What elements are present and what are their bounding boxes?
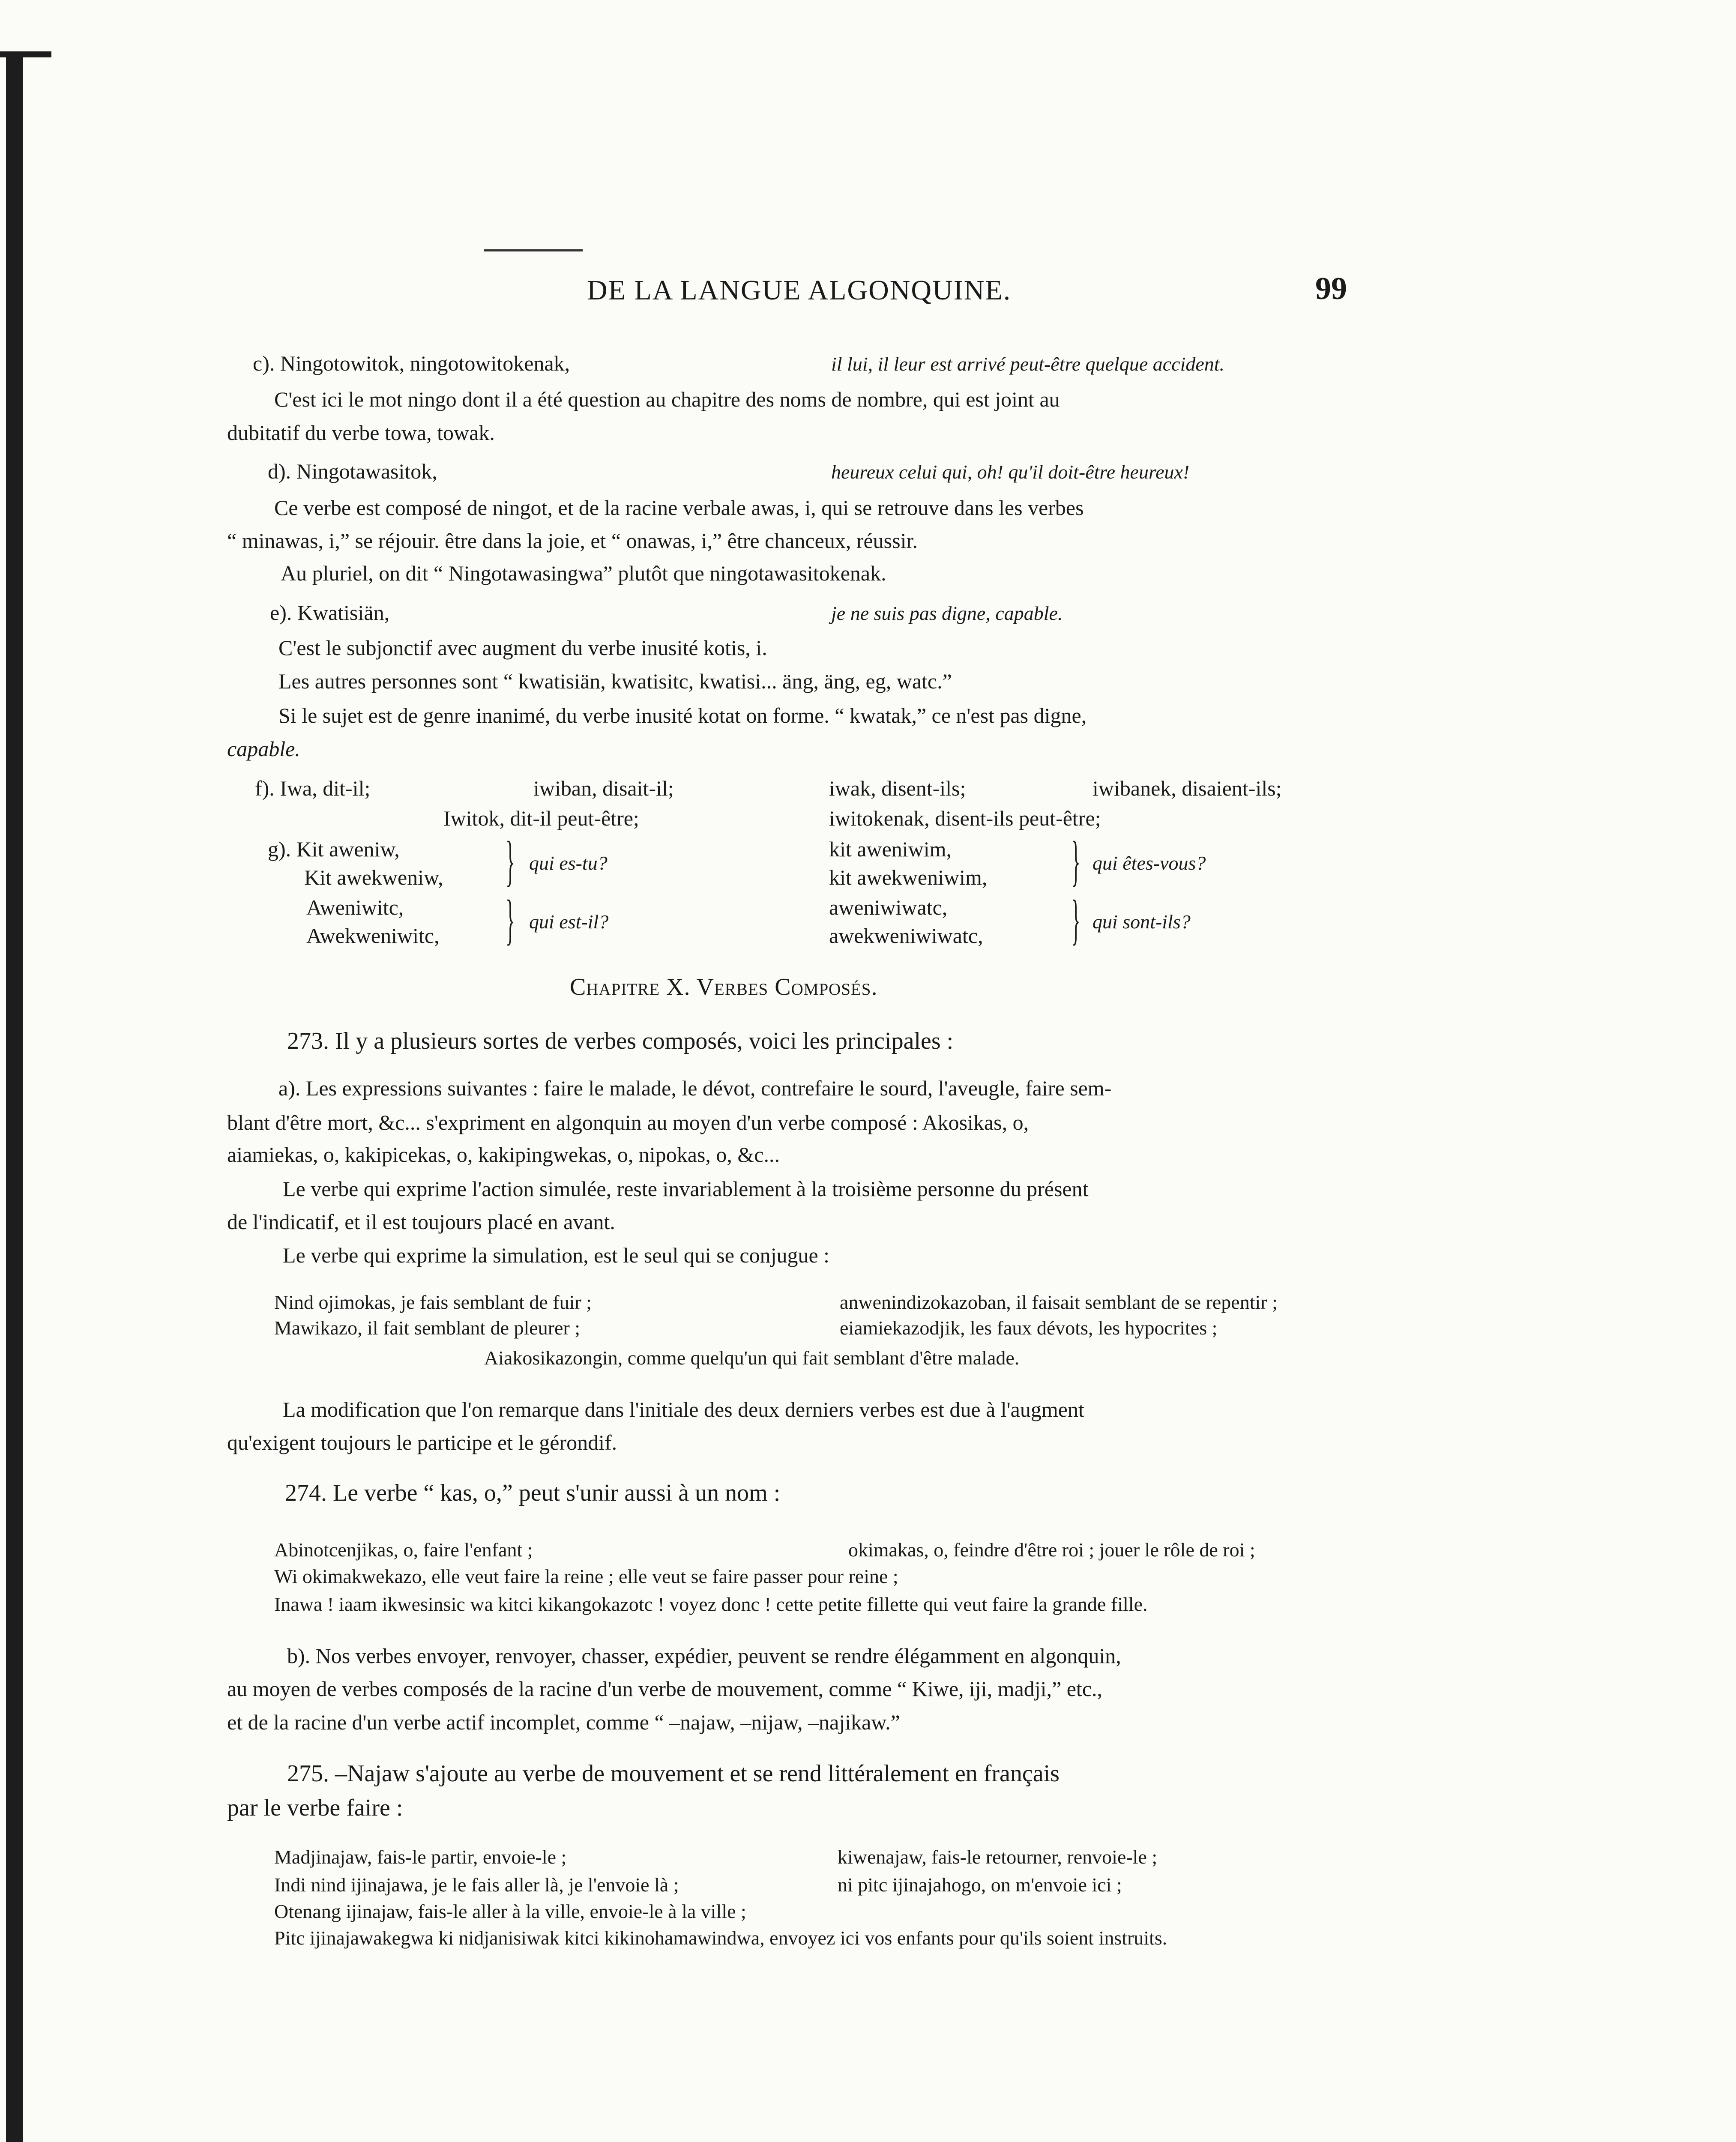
example-g-qui-etes-vous: qui êtes-vous? [1092,852,1206,874]
example-g-kit-awekweniw: Kit awekweniw, [304,865,443,889]
section-273-lead: 273. Il y a plusieurs sortes de verbes composés, voici les principales : [287,1028,954,1054]
section-273-example-3: Mawikazo, il fait semblant de pleurer ; [274,1317,581,1339]
example-c-translation: il lui, il leur est arrivé peut-être quelque accident. [831,353,1225,375]
section-273-a-line6: Le verbe qui exprime la simulation, est le seul qui se conjugue : [283,1243,830,1267]
section-273-a-line2: blant d'être mort, &c... s'expriment en algonquin au moyen d'un verbe composé : Akosikas, o, [227,1110,1029,1134]
paragraph-ningo-2: dubitatif du verbe towa, towak. [227,421,495,445]
example-e-translation: je ne suis pas digne, capable. [831,602,1063,624]
example-g-kit-awekweniwim: kit awekweniwim, [829,865,988,889]
example-d-label: d). Ningotawasitok, [268,459,437,483]
example-f-iwibanek: iwibanek, disaient-ils; [1092,776,1282,800]
section-274-example-3: Wi okimakwekazo, elle veut faire la reine ; elle veut se faire passer pour reine ; [274,1565,898,1587]
paragraph-pluriel: Au pluriel, on dit “ Ningotawasingwa” plutôt que ningotawasitokenak. [281,561,886,585]
brace-g-3: } [506,889,515,951]
binding-edge-cap [0,51,51,57]
section-274-example-2: okimakas, o, feindre d'être roi ; jouer le rôle de roi ; [848,1539,1255,1561]
example-g-aweniwitc: Aweniwitc, [306,895,404,919]
example-f-iwa: f). Iwa, dit-il; [255,776,371,800]
section-273-a-line5: de l'indicatif, et il est toujours placé en avant. [227,1210,615,1234]
example-g-qui-es-tu: qui es-tu? [529,852,608,874]
example-g-qui-est-il: qui est-il? [529,911,609,933]
example-f-iwak: iwak, disent-ils; [829,776,966,800]
section-275-example-3: Indi nind ijinajawa, je le fais aller là, je l'envoie là ; [274,1874,679,1896]
brace-g-2: } [1071,830,1081,892]
example-g-qui-sont-ils: qui sont-ils? [1092,911,1191,933]
section-273-example-4: eiamiekazodjik, les faux dévots, les hypocrites ; [840,1317,1218,1339]
paragraph-ningo-1: C'est ici le mot ningo dont il a été question au chapitre des noms de nombre, qui est joint au [274,387,1060,411]
section-273-a-line4: Le verbe qui exprime l'action simulée, reste invariablement à la troisième personne du présent [283,1177,1089,1201]
example-g-awekweniwiwatc: awekweniwiwatc, [829,924,983,948]
section-273-example-2: anwenindizokazoban, il faisait semblant de se repentir ; [840,1291,1278,1313]
example-g-awekweniwitc: Awekweniwitc, [306,924,440,948]
section-273-modification-2: qu'exigent toujours le participe et le gérondif. [227,1430,617,1454]
example-e-label: e). Kwatisiän, [270,601,390,625]
top-rule [484,249,583,251]
section-274-lead: 274. Le verbe “ kas, o,” peut s'unir aussi à un nom : [285,1480,781,1506]
binding-edge [6,56,23,2142]
section-275-example-4: ni pitc ijinajahogo, on m'envoie ici ; [838,1874,1122,1896]
section-275-example-1: Madjinajaw, fais-le partir, envoie-le ; [274,1846,567,1868]
section-273-example-1: Nind ojimokas, je fais semblant de fuir ; [274,1291,592,1313]
section-274-b-line3: et de la racine d'un verbe actif incomplet, comme “ –najaw, –nijaw, –najikaw.” [227,1710,900,1734]
section-274-b-line2: au moyen de verbes composés de la racine d'un verbe de mouvement, comme “ Kiwe, iji, madji,” etc., [227,1677,1103,1701]
paragraph-ningot-1: Ce verbe est composé de ningot, et de la racine verbale awas, i, qui se retrouve dans les verbes [274,496,1084,520]
example-c-label: c). Ningotowitok, ningotowitokenak, [253,351,570,375]
section-275-lead-1: 275. –Najaw s'ajoute au verbe de mouvement et se rend littéralement en français [287,1760,1060,1787]
page-number: 99 [1315,271,1347,306]
example-d-translation: heureux celui qui, oh! qu'il doit-être heureux! [831,461,1190,483]
section-275-example-6: Pitc ijinajawakegwa ki nidjanisiwak kitci kikinohamawindwa, envoyez ici vos enfants pour qu'ils soient instruits. [274,1927,1167,1949]
paragraph-subjonctif: C'est le subjonctif avec augment du verbe inusité kotis, i. [278,636,767,660]
section-273-modification-1: La modification que l'on remarque dans l'initiale des deux derniers verbes est due à l'augment [283,1397,1084,1421]
paragraph-autres-personnes: Les autres personnes sont “ kwatisiän, kwatisitc, kwatisi... äng, äng, eg, watc.” [278,669,952,693]
section-273-a-line1: a). Les expressions suivantes : faire le malade, le dévot, contrefaire le sourd, l'aveugle, faire sem- [278,1076,1112,1100]
running-head: DE LA LANGUE ALGONQUINE. [587,275,1012,306]
chapter-heading: Chapitre X. Verbes Composés. [570,974,878,1000]
example-f-iwitok: Iwitok, dit-il peut-être; [443,806,639,830]
paragraph-inanime-1: Si le sujet est de genre inanimé, du verbe inusité kotat on forme. “ kwatak,” ce n'est pas digne, [278,703,1087,727]
section-275-example-2: kiwenajaw, fais-le retourner, renvoie-le ; [838,1846,1158,1868]
paragraph-ningot-2: “ minawas, i,” se réjouir. être dans la joie, et “ onawas, i,” être chanceux, réussir. [227,529,918,553]
example-g-aweniwiwatc: aweniwiwatc, [829,895,948,919]
section-273-a-line3: aiamiekas, o, kakipicekas, o, kakipingwekas, o, nipokas, o, &c... [227,1143,780,1167]
section-274-example-1: Abinotcenjikas, o, faire l'enfant ; [274,1539,533,1561]
example-f-iwitokenak: iwitokenak, disent-ils peut-être; [829,806,1101,830]
brace-g-4: } [1071,889,1081,951]
section-274-example-4: Inawa ! iaam ikwesinsic wa kitci kikangokazotc ! voyez donc ! cette petite fillette qui veut faire la grande fille. [274,1593,1148,1615]
section-275-lead-2: par le verbe faire : [227,1795,403,1821]
brace-g-1: } [506,830,515,892]
section-275-example-5: Otenang ijinajaw, fais-le aller à la ville, envoie-le à la ville ; [274,1900,746,1922]
example-g-kit-aweniwim: kit aweniwim, [829,837,952,861]
paragraph-inanime-2: capable. [227,737,300,761]
section-273-example-5: Aiakosikazongin, comme quelqu'un qui fait semblant d'être malade. [484,1347,1020,1369]
example-f-iwiban: iwiban, disait-il; [533,776,674,800]
section-274-b-line1: b). Nos verbes envoyer, renvoyer, chasser, expédier, peuvent se rendre élégamment en algonquin, [287,1644,1121,1668]
example-g-kit-aweniw: g). Kit aweniw, [268,837,400,861]
